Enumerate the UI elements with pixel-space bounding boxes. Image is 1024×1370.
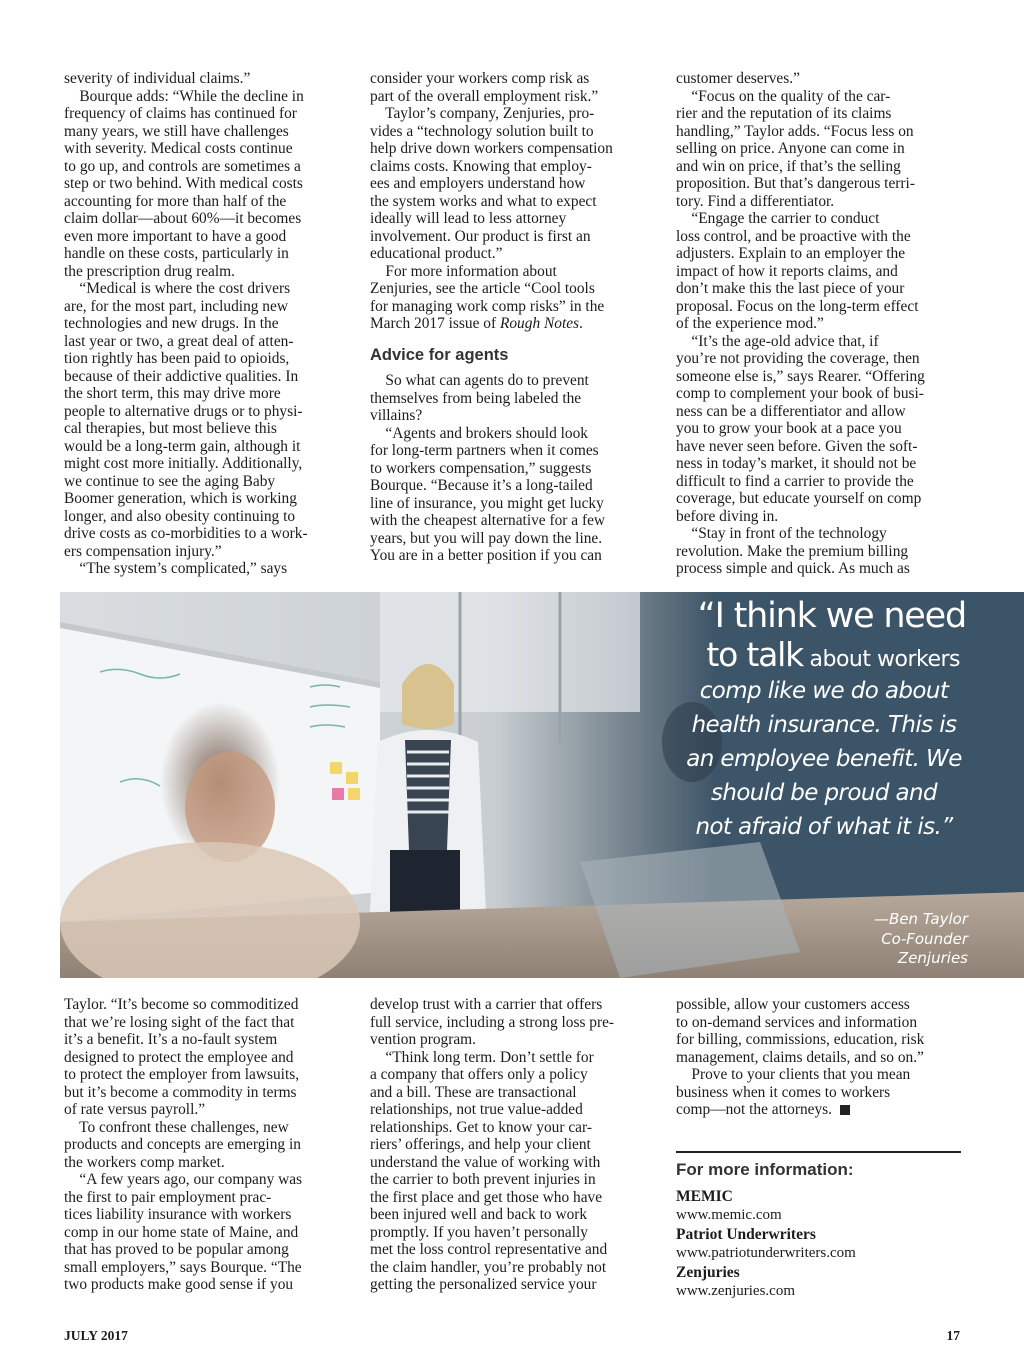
- article-line: business when it comes to workers: [676, 1083, 891, 1101]
- article-line: relationships, not true value-added: [370, 1101, 583, 1118]
- company-url[interactable]: www.patriotunderwriters.com: [676, 1245, 856, 1261]
- article-line: comp in our home state of Maine, and: [64, 1223, 299, 1241]
- article-line: before diving in.: [676, 507, 779, 525]
- article-line: the prescription drug realm.: [64, 262, 235, 280]
- article-line: the carrier to both prevent injuries in: [370, 1171, 596, 1188]
- pull-quote-line: “I think we need: [697, 596, 966, 636]
- article-line: the claim handler, you’re probably not: [370, 1258, 607, 1276]
- more-info-box: [676, 1160, 966, 1302]
- article-line: You are in a better position if you can: [370, 547, 602, 564]
- end-mark-icon: [840, 1105, 850, 1115]
- article-line: process simple and quick. As much as: [676, 560, 910, 577]
- article-line: step or two behind. With medical costs: [64, 175, 303, 192]
- article-line: selling on price. Anyone can come in: [676, 140, 905, 157]
- article-line: vention program.: [370, 1031, 476, 1048]
- article-line: understand the value of working with: [370, 1153, 601, 1171]
- pull-quote-line: to talk about workers: [706, 635, 960, 674]
- article-line: “Medical is where the cost drivers: [64, 280, 291, 297]
- article-line: Taylor’s company, Zenjuries, pro-: [370, 105, 595, 122]
- article-line: Boomer generation, which is working: [64, 490, 297, 507]
- article-line: handling,” Taylor adds. “Focus less on: [676, 122, 914, 140]
- article-line: tion rightly has been paid to opioids,: [64, 350, 290, 367]
- article-line: and win on price, if that’s the selling: [676, 157, 901, 175]
- company-name: Patriot Underwriters: [676, 1226, 816, 1243]
- article-line: technologies and new drugs. In the: [64, 315, 279, 332]
- pull-quote-attribution: —Ben Taylor Co-Founder Zenjuries: [874, 910, 968, 967]
- article-line: management, claims details, and so on.”: [676, 1048, 924, 1066]
- article-line: that has proved to be popular among: [64, 1241, 289, 1258]
- pull-quote-line: comp like we do about: [699, 678, 949, 704]
- article-line: handle on these costs, particularly in: [64, 245, 289, 262]
- article-line: promptly. If you haven’t personally: [370, 1223, 588, 1241]
- article-line: involvement. Our product is first an: [370, 227, 591, 245]
- article-line: might cost more initially. Additionally,: [64, 455, 303, 472]
- article-line: ness in today’s market, it should not be: [676, 455, 917, 472]
- pull-quote-line: not afraid of what it is.”: [695, 814, 953, 840]
- article-line: are, for the most part, including new: [64, 297, 288, 315]
- article-line: met the loss control representative and: [370, 1241, 608, 1258]
- publication-title: Rough Notes: [499, 315, 580, 332]
- article-line: tices liability insurance with workers: [64, 1206, 292, 1223]
- article-line: people to alternative drugs or to physi-: [64, 402, 303, 420]
- article-line: comp—not the attorneys.: [676, 1101, 966, 1119]
- article-line: March 2017 issue of Rough Notes.: [370, 315, 583, 332]
- article-column-1-top: [64, 70, 354, 578]
- article-line: line of insurance, you might get lucky: [370, 494, 604, 512]
- article-line: part of the overall employment risk.”: [370, 87, 599, 105]
- article-line: the system works and what to expect: [370, 192, 597, 210]
- article-line: vides a “technology solution built to: [370, 122, 594, 140]
- article-line: to protect the employer from lawsuits,: [64, 1066, 300, 1083]
- article-line: that we’re losing sight of the fact that: [64, 1013, 295, 1031]
- article-line: comp to complement your book of busi-: [676, 385, 924, 402]
- article-line: with the cheapest alternative for a few: [370, 512, 606, 529]
- article-line: themselves from being labeled the: [370, 389, 582, 407]
- article-column-3-bottom: [676, 996, 966, 1119]
- article-line: severity of individual claims.”: [64, 70, 251, 87]
- article-line: “The system’s complicated,” says: [64, 560, 288, 577]
- article-line: villains?: [370, 407, 423, 424]
- article-line: the first place and get those who have: [370, 1188, 603, 1206]
- article-line: years, but you will pay down the line.: [370, 529, 603, 547]
- article-line: the first to pair employment prac-: [64, 1188, 272, 1206]
- article-line: rier and the reputation of its claims: [676, 105, 892, 122]
- article-line: difficult to find a carrier to provide the: [676, 472, 914, 490]
- article-line: products and concepts are emerging in: [64, 1136, 301, 1153]
- article-line: possible, allow your customers access: [676, 996, 910, 1013]
- article-line: even more important to have a good: [64, 227, 287, 245]
- article-column-2-top: [370, 70, 660, 565]
- article-line: Bourque adds: “While the decline in: [64, 87, 304, 105]
- article-line: small employers,” says Bourque. “The: [64, 1258, 302, 1276]
- company-url[interactable]: www.zenjuries.com: [676, 1283, 795, 1299]
- pull-quote: [676, 596, 972, 844]
- article-line: to go up, and controls are sometimes a: [64, 157, 301, 175]
- article-line: many years, we still have challenges: [64, 122, 289, 140]
- article-line: the short term, this may drive more: [64, 385, 281, 402]
- article-line: claims costs. Knowing that employ-: [370, 157, 592, 175]
- article-line: to on-demand services and information: [676, 1013, 918, 1031]
- pull-quote-line: an employee benefit. We: [686, 746, 962, 772]
- article-line: “A few years ago, our company was: [64, 1171, 303, 1188]
- article-line: “It’s the age-old advice that, if: [676, 332, 879, 350]
- article-line: but it’s become a commodity in terms: [64, 1083, 297, 1101]
- article-line: cal therapies, but most believe this: [64, 420, 277, 437]
- article-line: would be a long-term gain, although it: [64, 437, 301, 455]
- article-line: longer, and also obesity continuing to: [64, 507, 296, 525]
- article-line: getting the personalized service your: [370, 1276, 597, 1293]
- article-line: have never seen before. Given the soft-: [676, 437, 918, 455]
- article-line: with severity. Medical costs continue: [64, 140, 293, 157]
- article-column-1-bottom: [64, 996, 354, 1294]
- article-line: don’t make this the last piece of your: [676, 280, 905, 297]
- article-line: because of their addictive qualities. In: [64, 367, 299, 385]
- article-line: To confront these challenges, new: [64, 1118, 289, 1136]
- article-line: “Stay in front of the technology: [676, 525, 887, 542]
- article-line: Zenjuries, see the article “Cool tools: [370, 280, 595, 297]
- article-line: “Think long term. Don’t settle for: [370, 1048, 594, 1066]
- article-line: ers compensation injury.”: [64, 542, 222, 560]
- article-line: claim dollar—about 60%—it becomes: [64, 210, 302, 227]
- more-info-entry: [676, 1226, 966, 1262]
- page-number: 17: [946, 1328, 960, 1343]
- article-line: we continue to see the aging Baby: [64, 472, 276, 490]
- article-line: last year or two, a great deal of atten-: [64, 332, 294, 350]
- pull-quote-line: health insurance. This is: [691, 712, 957, 738]
- article-column-2-bottom: [370, 996, 660, 1294]
- article-line: for billing, commissions, education, risk: [676, 1031, 925, 1048]
- company-url[interactable]: www.memic.com: [676, 1207, 782, 1223]
- article-line: ness can be a differentiator and allow: [676, 402, 906, 420]
- article-line: two products make good sense if you: [64, 1276, 294, 1293]
- article-line: drive costs as co-morbidities to a work-: [64, 525, 308, 542]
- more-info-entry: [676, 1188, 966, 1224]
- pull-quote-line: should be proud and: [710, 780, 938, 806]
- article-line: develop trust with a carrier that offers: [370, 996, 603, 1013]
- article-line: Taylor. “It’s become so commoditized: [64, 996, 299, 1013]
- divider: [676, 1151, 961, 1153]
- article-line: the workers comp market.: [64, 1153, 225, 1171]
- article-line: of rate versus payroll.”: [64, 1101, 206, 1118]
- article-line: and a bill. These are transactional: [370, 1083, 577, 1101]
- article-line: designed to protect the employee and: [64, 1048, 294, 1066]
- article-line: frequency of claims has continued for: [64, 105, 297, 122]
- article-line: you to grow your book at a pace you: [676, 420, 902, 437]
- article-line: been injured well and back to work: [370, 1206, 588, 1223]
- article-line: it’s a benefit. It’s a no-fault system: [64, 1031, 278, 1048]
- article-line: loss control, and be proactive with the: [676, 227, 911, 245]
- article-line: you’re not providing the coverage, then: [676, 350, 920, 367]
- article-line: help drive down workers compensation: [370, 140, 613, 157]
- article-line: to workers compensation,” suggests: [370, 459, 592, 477]
- article-line: someone else is,” says Rearer. “Offering: [676, 367, 925, 385]
- issue-date: JULY 2017: [64, 1328, 128, 1343]
- article-line: relationships. Get to know your car-: [370, 1118, 592, 1136]
- article-line: of the experience mod.”: [676, 315, 824, 332]
- article-line: Prove to your clients that you mean: [676, 1066, 911, 1083]
- article-line: Bourque. “Because it’s a long-tailed: [370, 477, 593, 494]
- article-line: educational product.”: [370, 245, 503, 262]
- article-line: For more information about: [370, 262, 557, 280]
- article-line: proposition. But that’s dangerous terri-: [676, 175, 915, 192]
- article-line: coverage, but educate yourself on comp: [676, 490, 922, 507]
- article-line: ees and employers understand how: [370, 175, 586, 192]
- article-line: So what can agents do to prevent: [370, 372, 589, 389]
- article-line: full service, including a strong loss pre-: [370, 1013, 615, 1031]
- article-line: adjusters. Explain to an employer the: [676, 245, 906, 262]
- article-line: impact of how it reports claims, and: [676, 262, 898, 280]
- more-info-heading: For more information:: [676, 1160, 854, 1179]
- article-line: for managing work comp risks” in the: [370, 297, 605, 315]
- article-line: “Agents and brokers should look: [370, 424, 589, 442]
- more-info-entry: [676, 1264, 966, 1300]
- article-line: ideally will lead to less attorney: [370, 210, 567, 227]
- article-line: customer deserves.”: [676, 70, 800, 87]
- article-line: “Engage the carrier to conduct: [676, 210, 880, 227]
- company-name: Zenjuries: [676, 1264, 740, 1281]
- article-line: a company that offers only a policy: [370, 1066, 588, 1083]
- article-line: for long-term partners when it comes: [370, 442, 599, 459]
- article-column-3-top: [676, 70, 966, 578]
- article-line: revolution. Make the premium billing: [676, 542, 909, 560]
- article-line: tory. Find a differentiator.: [676, 192, 835, 210]
- section-subhead: Advice for agents: [370, 345, 509, 364]
- article-line: “Focus on the quality of the car-: [676, 87, 891, 105]
- article-line: accounting for more than half of the: [64, 192, 287, 210]
- article-line: proposal. Focus on the long-term effect: [676, 297, 919, 315]
- article-line: riers’ offerings, and help your client: [370, 1136, 591, 1153]
- article-line: consider your workers comp risk as: [370, 70, 590, 87]
- company-name: MEMIC: [676, 1188, 733, 1205]
